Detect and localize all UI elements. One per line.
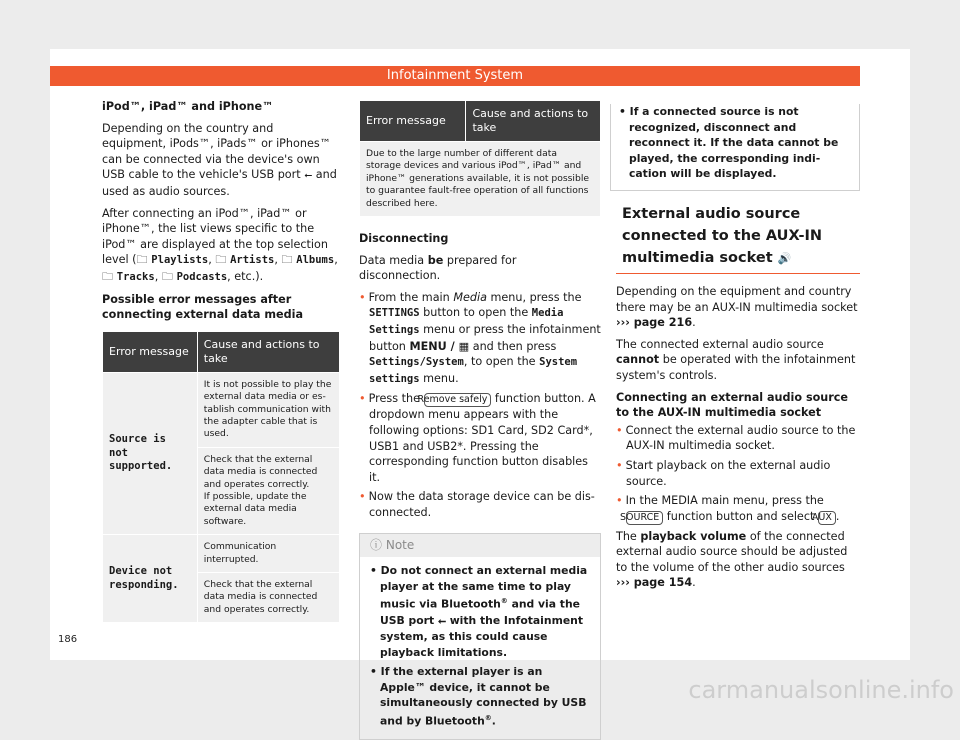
note-item: • If the external player is an Apple™ device, it cannot be simultaneously connected by USB and by Bluetooth®. <box>370 665 587 728</box>
source-button: SOURCE <box>626 511 663 525</box>
list-item: • In the MEDIA main menu, press the SOURCE function button and select AUX . <box>616 494 840 523</box>
paragraph-aux-socket: Depending on the equipment and country there may be an AUX-IN multimedia socket ››› page 216. <box>616 284 858 330</box>
folder-icon: 🗀 <box>102 269 114 283</box>
folder-icon: 🗀 <box>136 253 148 267</box>
column-right <box>616 104 860 597</box>
menu-button-label: MENU / <box>409 339 459 353</box>
error-message: Device not responding. <box>103 535 198 623</box>
error-action: Check that the external data media is connected and operates correctly. If possible, update the external data media software. <box>197 447 339 534</box>
paragraph-cannot-operate: The connected external audio source cannot be operated with the infotainment system's controls. <box>616 337 856 382</box>
table-row: Due to the large number of different data storage devices and various iPod™, iPad™ and iPhone™ generations available, it is not possible to guarantee fault-free operation of all functions described here. <box>360 142 601 217</box>
usb-icon: ⭠ <box>304 170 313 182</box>
paragraph-volume: The playback volume of the connected external audio source should be adjusted to the volume of the other audio sources ››› page 154. <box>616 529 848 590</box>
usb-icon: ⭠ <box>437 615 446 627</box>
table-header: Cause and actions to take <box>466 101 601 142</box>
table-header: Error message <box>360 101 466 142</box>
error-cause: Communication interrupted. <box>197 535 339 573</box>
error-table-title: Possible error messages after connecting external data media <box>102 292 304 322</box>
folder-icon: 🗀 <box>215 253 227 267</box>
heading-disconnecting: Disconnecting <box>359 232 449 246</box>
error-message: Source is not supported. <box>103 372 198 534</box>
error-table-continued <box>359 100 601 217</box>
paragraph-usb: Depending on the country and equipment, iPods™, iPads™ or iPhones™ can be connected via the device's own USB cable to the vehicle's USB port ⭠ and used as audio sources. <box>102 121 337 198</box>
subheading-connecting: Connecting an external audio source to the AUX-IN multimedia socket <box>616 390 848 420</box>
folder-icon: 🗀 <box>161 269 174 283</box>
note-item: • Do not connect an external media player at the same time to play music via Bluetooth® and via the USB port ⭠ with the Infotainment system, as this could cause playback limitations. <box>370 564 588 659</box>
list-item: • Press the Remove safely function button. A dropdown menu appears with the following options: SD1 Card, SD2 Card*, USB1 and USB2*. Pressing the corresponding function button disables it. <box>359 392 596 484</box>
folder-icon: 🗀 <box>281 253 293 267</box>
note-header: ⓘ Note <box>360 534 600 558</box>
list-item: • Start playback on the external audio source. <box>616 458 831 488</box>
column-left <box>102 99 340 623</box>
error-table <box>102 331 340 624</box>
error-cause: It is not possible to play the external data media or establish communication with the adapter cable that is used. <box>197 372 339 447</box>
note-continued: • If a connected source is not recognized, disconnect and reconnect it. If the data cannot be played, the corresponding indication will be displayed. <box>610 104 860 191</box>
remove-safely-button: Remove safely <box>424 393 492 407</box>
section-header: Infotainment System <box>50 66 860 86</box>
column-middle <box>359 100 601 740</box>
heading-ipod: iPod™, iPad™ and iPhone™ <box>102 100 274 113</box>
page-number: 186 <box>58 634 78 645</box>
paragraph-list-views: After connecting an iPod™, iPad™ or iPhone™, the list views specific to the iPod™ are displayed at the top selection level (🗀 Playlists, 🗀 Artists, 🗀 Albums, 🗀 Tracks, 🗀 Podcasts, etc.). <box>102 206 338 283</box>
list-item: • Connect the external audio source to the AUX-IN multimedia socket. <box>616 423 856 453</box>
table-header: Cause and actions to take <box>197 331 339 372</box>
paragraph-disconnect: Data media be prepared for disconnection. <box>359 253 517 283</box>
list-item: • From the main Media menu, press the SETTINGS button to open the Media Settings menu or press the infotainment button MENU / ▦ and then press Settings/System, to open the System settings menu. <box>359 290 601 385</box>
error-action: Check that the external data media is connected and operates correctly. <box>197 573 339 623</box>
table-header: Error message <box>103 331 198 372</box>
info-icon: ⓘ <box>370 537 383 552</box>
section-title: External audio source connected to the AUX-IN multimedia socket 🔊 <box>616 203 860 274</box>
list-item: • Now the data storage device can be disconnected. <box>359 490 595 519</box>
note-box <box>359 533 601 740</box>
aux-icon: 🔊 <box>777 251 792 265</box>
grid-icon: ▦ <box>458 339 470 353</box>
watermark: carmanualsonline.info <box>688 676 954 704</box>
aux-button: AUX <box>818 511 836 525</box>
